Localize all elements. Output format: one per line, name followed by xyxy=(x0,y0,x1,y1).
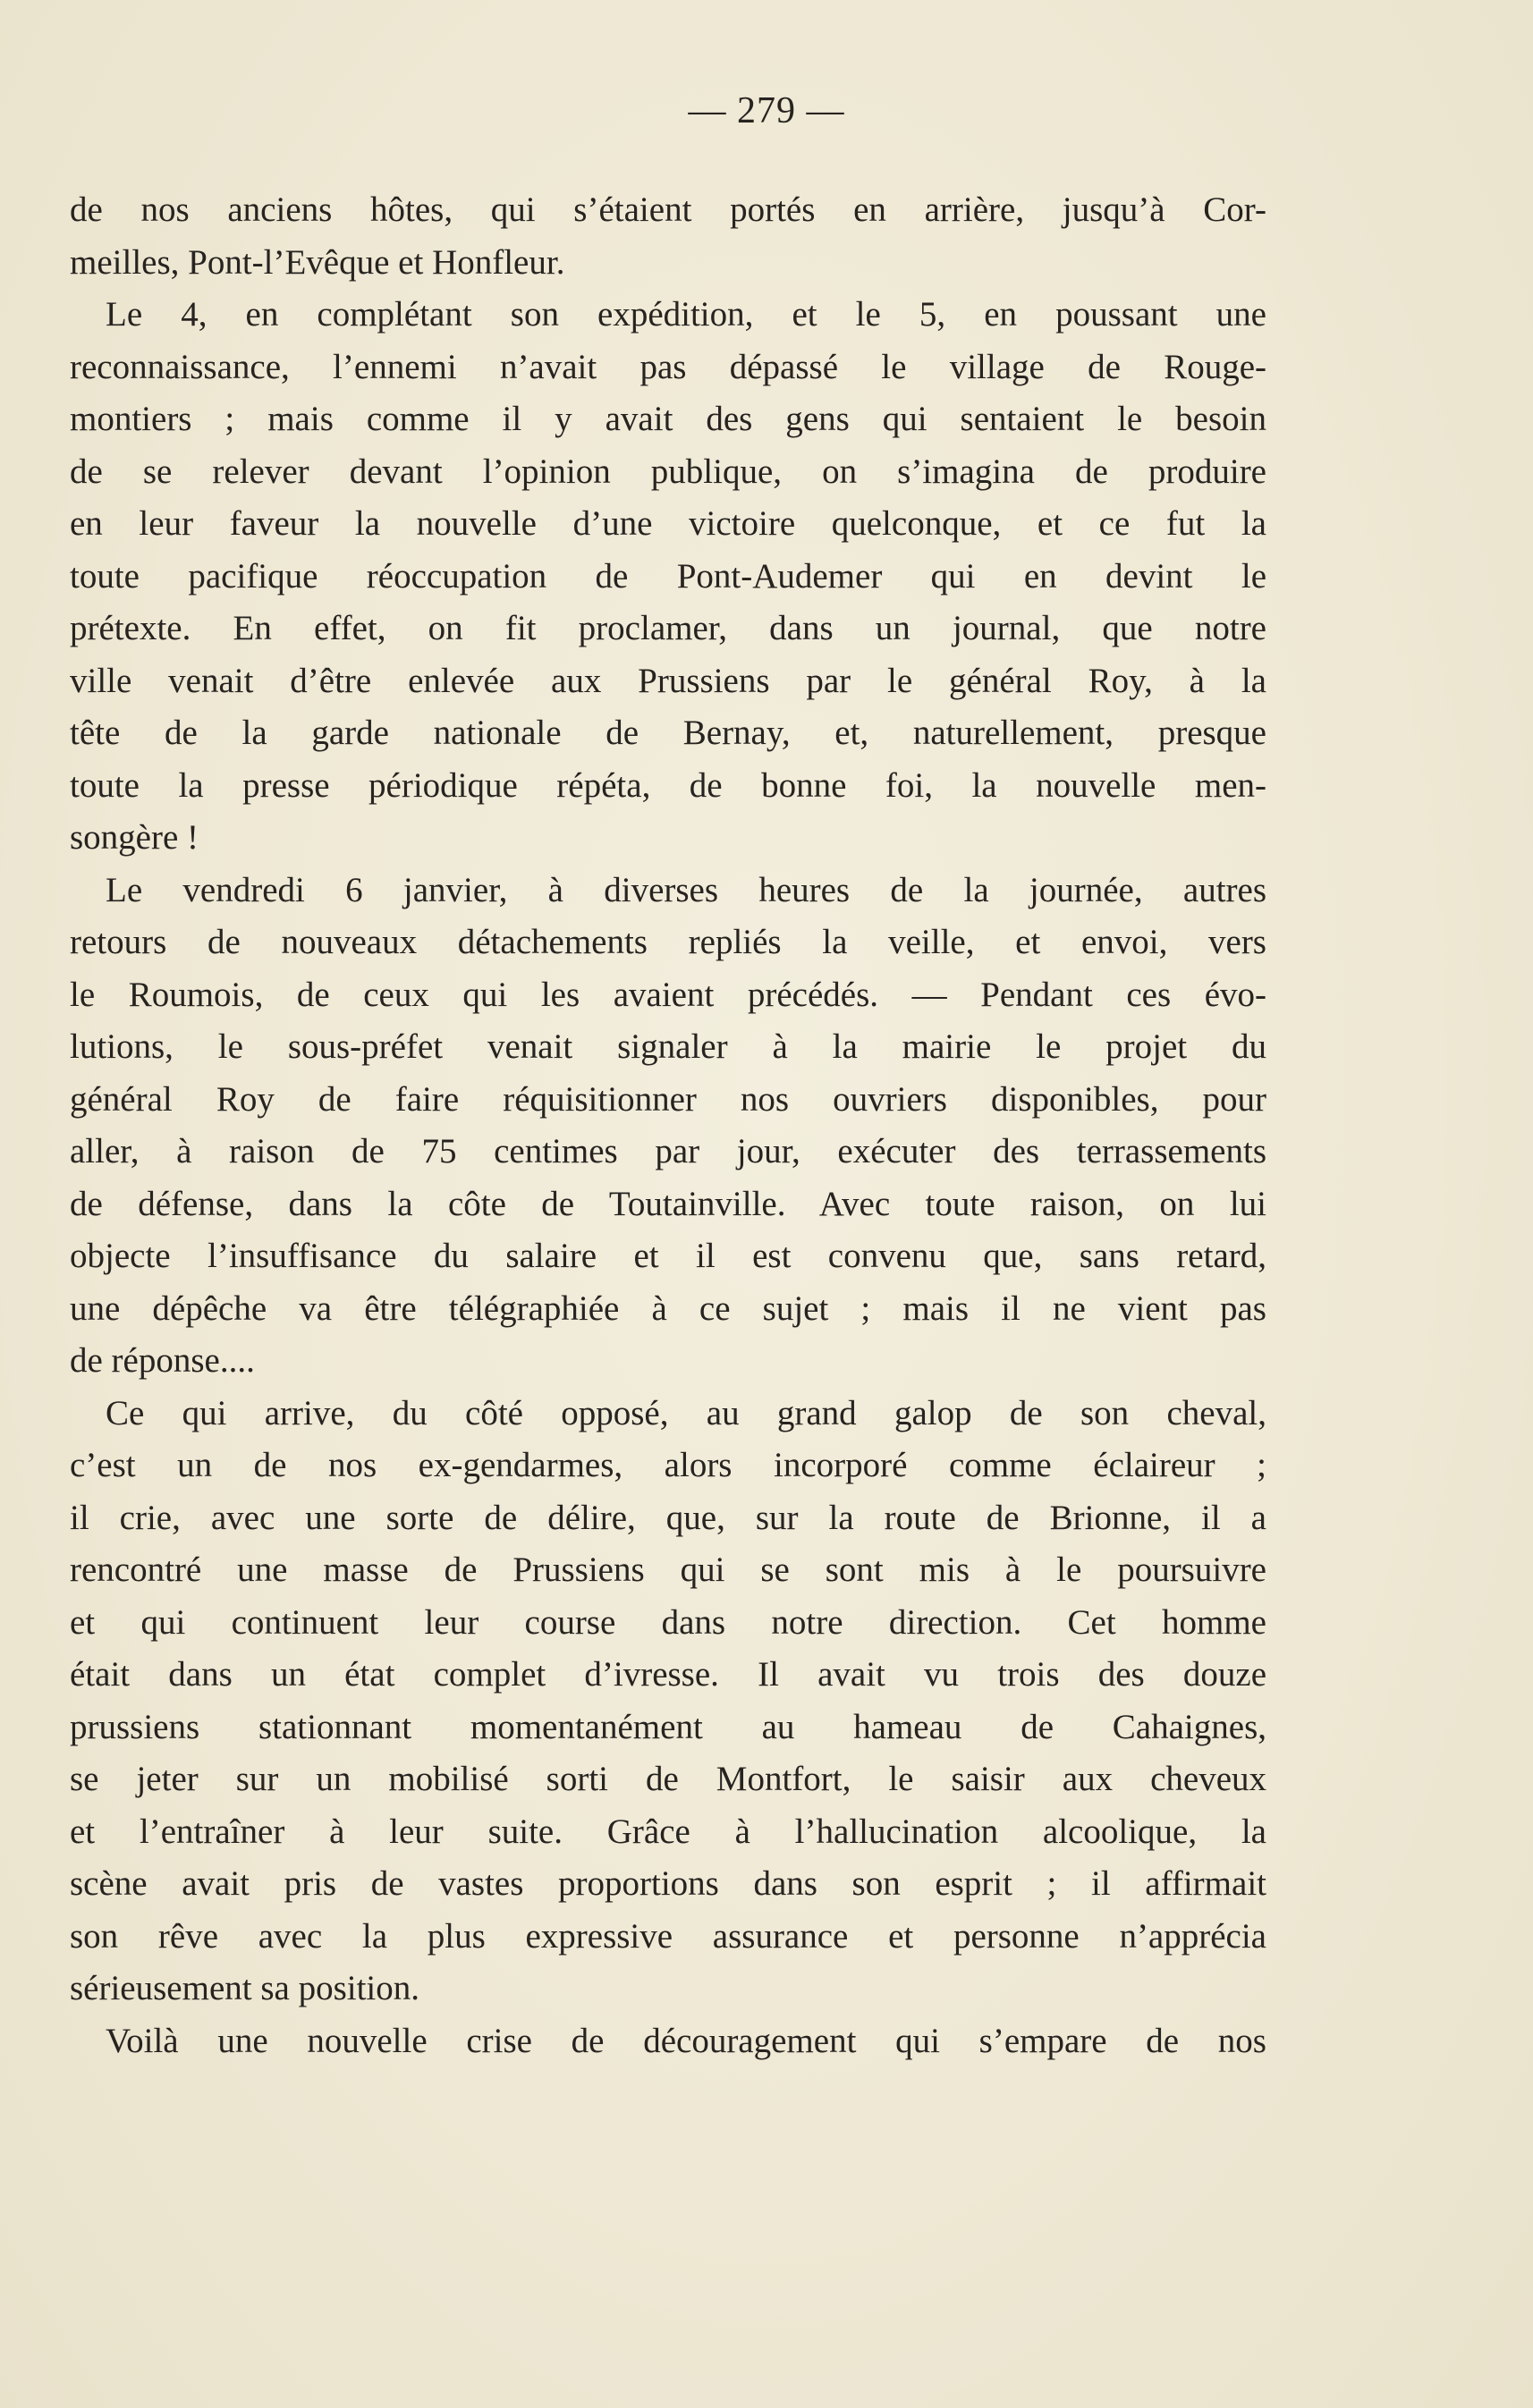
text-line: Voilà une nouvelle crise de découragement qui s’empare de nos xyxy=(106,2021,1266,2060)
text-line: songère ! xyxy=(70,818,199,857)
text-line: de se relever devant l’opinion publique, on s’imagina de produire xyxy=(70,452,1266,491)
text-line: objecte l’insuffisance du salaire et il est convenu que, sans retard, xyxy=(70,1237,1266,1275)
text-line: de nos anciens hôtes, qui s’étaient portés en arrière, jusqu’à Cor- xyxy=(70,190,1266,229)
text-line: une dépêche va être télégraphiée à ce sujet ; mais il ne vient pas xyxy=(70,1288,1266,1328)
text-line: lutions, le sous-préfet venait signaler à la mairie le projet du xyxy=(70,1027,1266,1066)
text-line: retours de nouveaux détachements repliés la veille, et envoi, vers xyxy=(70,923,1266,961)
text-line: toute la presse périodique répéta, de bonne foi, la nouvelle men- xyxy=(70,765,1266,805)
text-line: de réponse.... xyxy=(70,1341,255,1380)
text-line: sérieusement sa position. xyxy=(70,1969,420,2007)
text-line: tête de la garde nationale de Bernay, et, naturellement, presque xyxy=(70,714,1266,752)
body-text xyxy=(70,184,1266,2067)
text-line: scène avait pris de vastes proportions dans son esprit ; il affirmait xyxy=(70,1864,1266,1903)
text-line: Le 4, en complétant son expédition, et le 5, en poussant une xyxy=(106,295,1266,334)
text-line: en leur faveur la nouvelle d’une victoire quelconque, et ce fut la xyxy=(70,504,1266,543)
text-line: et l’entraîner à leur suite. Grâce à l’hallucination alcoolique, la xyxy=(70,1812,1266,1851)
page-number: — 279 — xyxy=(688,90,845,131)
text-line: c’est un de nos ex-gendarmes, alors incorporé comme éclaireur ; xyxy=(70,1446,1266,1484)
text-line: il crie, avec une sorte de délire, que, sur la route de Brionne, il a xyxy=(70,1498,1266,1537)
text-line: Le vendredi 6 janvier, à diverses heures de la journée, autres xyxy=(106,870,1266,909)
text-line: ville venait d’être enlevée aux Prussiens par le général Roy, à la xyxy=(70,661,1266,700)
text-line: était dans un état complet d’ivresse. Il avait vu trois des douze xyxy=(70,1655,1266,1694)
text-line: prussiens stationnant momentanément au hameau de Cahaignes, xyxy=(70,1707,1266,1746)
text-line: rencontré une masse de Prussiens qui se sont mis à le poursuivre xyxy=(70,1550,1266,1589)
text-line: prétexte. En effet, on fit proclamer, dans un journal, que notre xyxy=(70,609,1266,647)
text-line: de défense, dans la côte de Toutainville. Avec toute raison, on lui xyxy=(70,1184,1266,1223)
text-line: général Roy de faire réquisitionner nos ouvriers disponibles, pour xyxy=(70,1079,1266,1119)
text-line: et qui continuent leur course dans notre direction. Cet homme xyxy=(70,1602,1266,1642)
text-line: meilles, Pont-l’Evêque et Honfleur. xyxy=(70,242,565,282)
text-line: aller, à raison de 75 centimes par jour, exécuter des terrassements xyxy=(70,1132,1266,1170)
text-line: toute pacifique réoccupation de Pont-Audemer qui en devint le xyxy=(70,556,1266,596)
text-line: se jeter sur un mobilisé sorti de Montfort, le saisir aux cheveux xyxy=(70,1760,1266,1798)
text-line: son rêve avec la plus expressive assurance et personne n’apprécia xyxy=(70,1916,1266,1956)
text-line: Ce qui arrive, du côté opposé, au grand galop de son cheval, xyxy=(106,1393,1266,1432)
text-line: reconnaissance, l’ennemi n’avait pas dépassé le village de Rouge- xyxy=(70,347,1266,386)
text-line: le Roumois, de ceux qui les avaient précédés. — Pendant ces évo- xyxy=(70,975,1266,1014)
text-line: montiers ; mais comme il y avait des gens qui sentaient le besoin xyxy=(70,400,1266,438)
